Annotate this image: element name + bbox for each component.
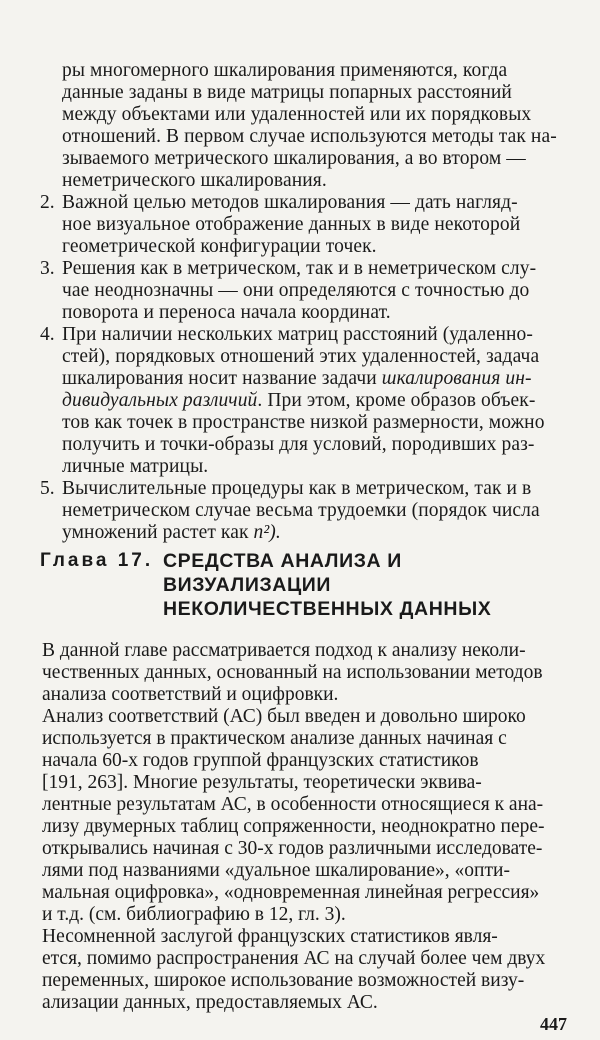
text-line: Несомненной заслугой французских статистиков явля- bbox=[42, 926, 498, 947]
italic-term: шкалирования ин- bbox=[381, 368, 532, 389]
italic-term: дивидуальных различий bbox=[62, 390, 258, 411]
list-number: 2. bbox=[40, 192, 55, 213]
text-line: чественных данных, основанный на использовании методов bbox=[42, 662, 543, 683]
text-line: ное визуальное отображение данных в виде некоторой bbox=[62, 214, 521, 235]
text-line: получить и точки-образы для условий, породивших раз- bbox=[62, 434, 535, 455]
list-number: 3. bbox=[40, 258, 55, 279]
text-line: лизу двумерных таблиц сопряженности, неоднократно пере- bbox=[42, 816, 545, 837]
text-span: умножений растет как bbox=[62, 522, 249, 543]
text-line: неметрическом случае весьма трудоемки (порядок числа bbox=[62, 500, 540, 521]
text-line: В данной главе рассматривается подход к анализу неколи- bbox=[42, 640, 526, 661]
text-line: ется, помимо распространения АС на случай более чем двух bbox=[42, 948, 546, 969]
text-line bbox=[62, 522, 281, 544]
text-line: неметрического шкалирования. bbox=[62, 170, 327, 191]
chapter-title-line: НЕКОЛИЧЕСТВЕННЫХ ДАННЫХ bbox=[163, 598, 492, 620]
list-number: 5. bbox=[40, 478, 55, 499]
text-line: При наличии нескольких матриц расстояний (удаленно- bbox=[62, 324, 533, 345]
formula: n²). bbox=[253, 522, 281, 543]
text-line: ализации данных, предоставляемых АС. bbox=[42, 992, 378, 1013]
text-line: начала 60-х годов группой французских статистиков bbox=[42, 750, 479, 771]
text-line: используется в практическом анализе данных начиная с bbox=[42, 728, 507, 749]
page-number: 447 bbox=[540, 1014, 567, 1034]
text-line: стей), порядковых отношений этих удаленностей, задача bbox=[62, 346, 540, 367]
text-line: ры многомерного шкалирования применяются, когда bbox=[62, 60, 508, 81]
text-line: Решения как в метрическом, так и в неметрическом слу- bbox=[62, 258, 537, 279]
text-line: переменных, широкое использование возможностей визу- bbox=[42, 970, 525, 991]
text-line: и т.д. (см. библиографию в 12, гл. 3). bbox=[42, 904, 346, 925]
chapter-title-line: ВИЗУАЛИЗАЦИИ bbox=[163, 574, 332, 596]
text-line: личные матрицы. bbox=[62, 456, 209, 477]
text-line: геометрической конфигурации точек. bbox=[62, 236, 377, 257]
text-line: Вычислительные процедуры как в метрическом, так и в bbox=[62, 478, 532, 499]
text-line: поворота и переноса начала координат. bbox=[62, 302, 391, 323]
text-line: отношений. В первом случае используются методы так на- bbox=[62, 126, 557, 147]
text-line: анализа соответствий и оцифровки. bbox=[42, 684, 339, 705]
text-line: открывались начиная с 30-х годов различными исследовате- bbox=[42, 838, 543, 859]
text-line: лентные результатам АС, в особенности относящиеся к ана- bbox=[42, 794, 544, 815]
text-line: лями под названиями «дуальное шкалирование», «опти- bbox=[42, 860, 510, 881]
text-line: Анализ соответствий (АС) был введен и довольно широко bbox=[42, 706, 526, 727]
text-line: тов как точек в пространстве низкой размерности, можно bbox=[62, 412, 545, 433]
text-line: между объектами или удаленностей или их порядковых bbox=[62, 104, 532, 125]
text-line bbox=[62, 368, 532, 390]
text-line: [191, 263]. Многие результаты, теоретически эквива- bbox=[42, 772, 482, 793]
text-line: зываемого метрического шкалирования, а во втором — bbox=[62, 148, 526, 169]
text-line: данные заданы в виде матрицы попарных расстояний bbox=[62, 82, 512, 103]
text-line: мальная оцифровка», «одновременная линейная регрессия» bbox=[42, 882, 540, 903]
text-line bbox=[62, 390, 535, 412]
text-span: . При этом, кроме образов объек- bbox=[257, 390, 536, 411]
chapter-label: Глава 17. bbox=[40, 550, 154, 571]
text-line: чае неоднозначны — они определяются с точностью до bbox=[62, 280, 530, 301]
text-line: Важной целью методов шкалирования — дать нагляд- bbox=[62, 192, 518, 213]
chapter-title-line: СРЕДСТВА АНАЛИЗА И bbox=[163, 550, 402, 572]
text-span: шкалирования носит название задачи bbox=[62, 368, 377, 389]
list-number: 4. bbox=[40, 324, 55, 345]
